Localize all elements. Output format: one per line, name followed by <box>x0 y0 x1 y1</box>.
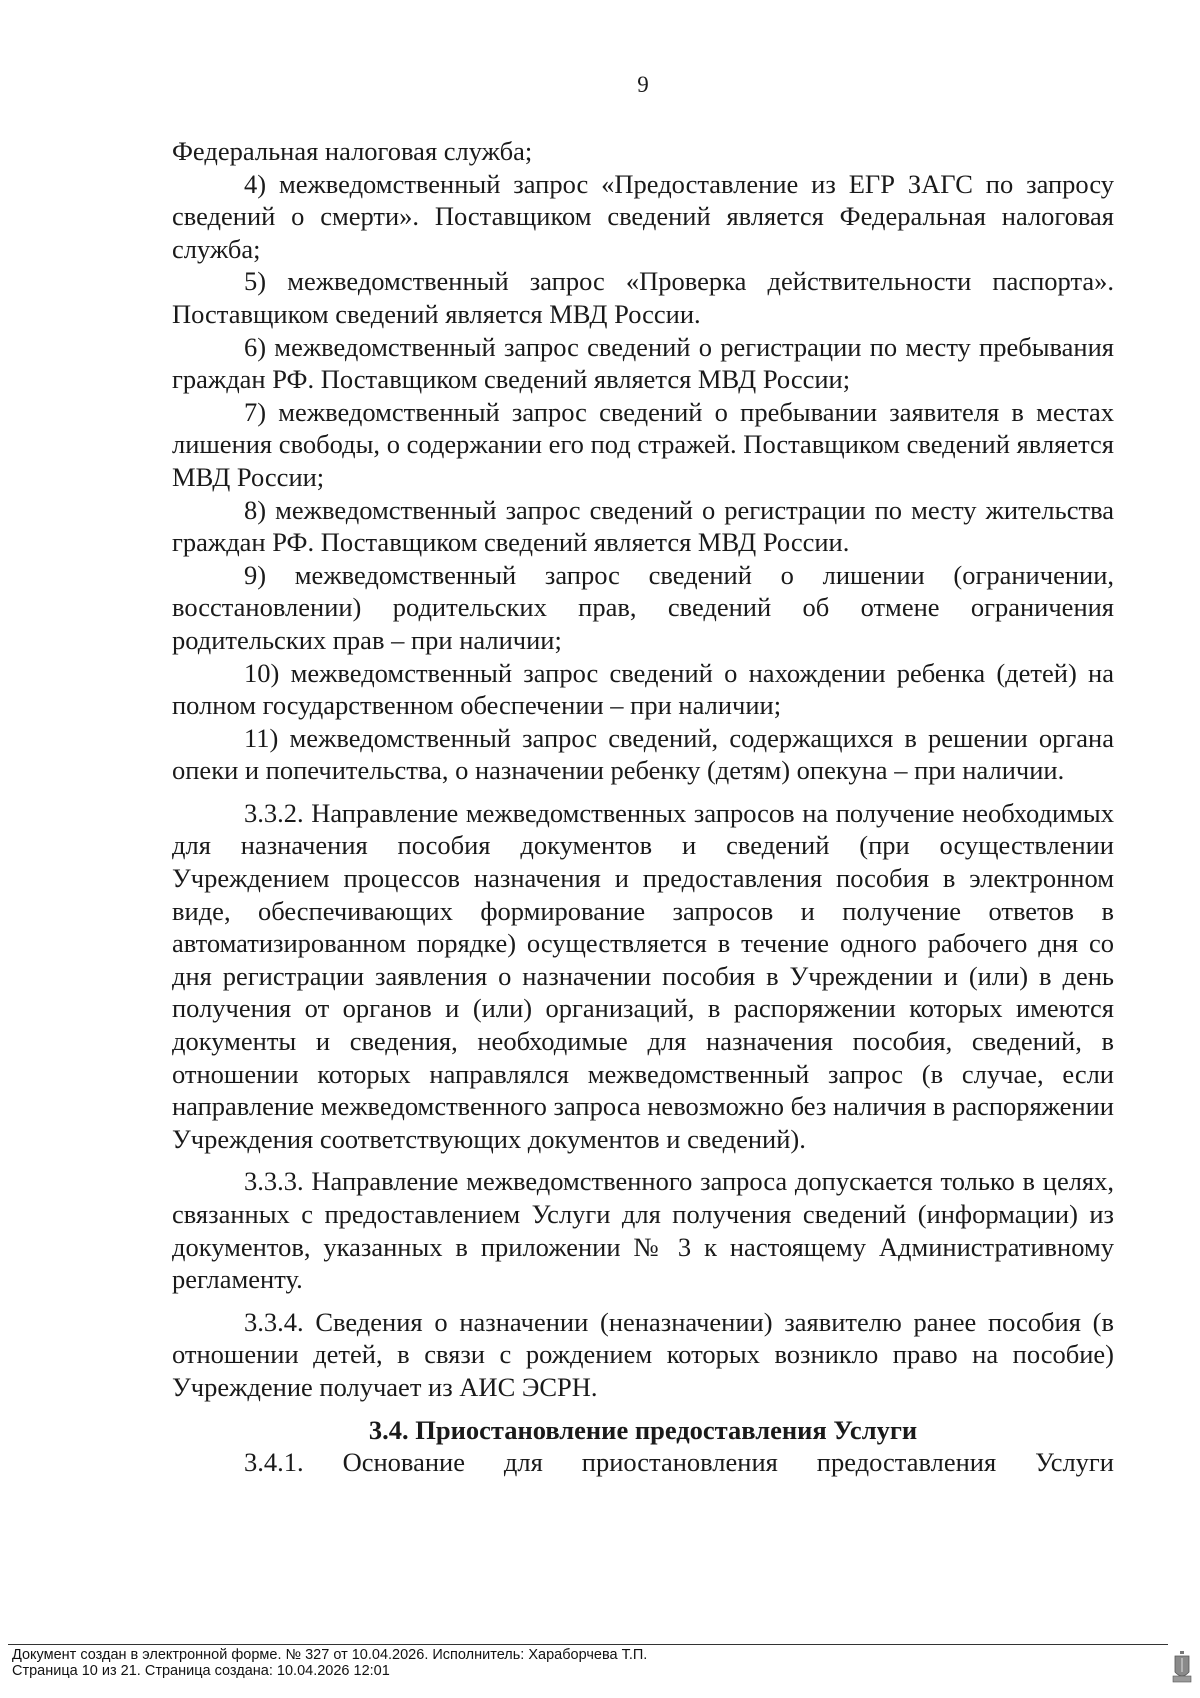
paragraph-10: 3.3.3. Направление межведомственного запроса допускается только в целях, связанных с предоставлением Услуги для получения сведений (информации) из документов, указанных в приложении № 3 к настоящему Административному регламенту. <box>172 1166 1114 1295</box>
footer-line-1: Документ создан в электронной форме. № 327 от 10.04.2026. Исполнитель: Хараборчева Т.П. <box>12 1647 648 1663</box>
paragraph-3: 6) межведомственный запрос сведений о регистрации по месту пребывания граждан РФ. Поставщиком сведений является МВД России; <box>172 331 1114 395</box>
document-footer <box>12 1647 647 1679</box>
page-number: 9 <box>637 72 649 97</box>
paragraph-9: 3.3.2. Направление межведомственных запросов на получение необходимых для назначения пособия документов и сведений (при осуществлении Учреждением процессов назначения и предоставления пособия в электронном виде, обеспечивающих формирование запросов и получение ответов в автоматизированном порядке) осуществляется в течение одного рабочего дня со дня регистрации заявления о назначении пособия в Учреждении и (или) в день получения от органов и (или) организаций, в распоряжении которых имеются документы и сведения, необходимые для назначения пособия, сведений, в отношении которых направлялся межведомственный запрос (в случае, если направление межведомственного запроса невозможно без наличия в распоряжении Учреждения соответствующих документов и сведений). <box>172 797 1114 1154</box>
paragraph-0: Федеральная налоговая служба; <box>172 136 533 166</box>
paragraph-7: 10) межведомственный запрос сведений о нахождении ребенка (детей) на полном государственном обеспечении – при наличии; <box>172 657 1114 721</box>
section-heading: 3.4. Приостановление предоставления Услуги <box>368 1414 918 1445</box>
paragraph-last: 3.4.1. Основание для приостановления предоставления Услуги <box>244 1447 1114 1478</box>
paragraph-4: 7) межведомственный запрос сведений о пребывании заявителя в местах лишения свободы, о содержании его под стражей. Поставщиком сведений является МВД России; <box>172 396 1114 492</box>
footer-divider <box>8 1644 1168 1645</box>
paragraph-6: 9) межведомственный запрос сведений о лишении (ограничении, восстановлении) родительских прав, сведений об отмене ограничения родительских прав – при наличии; <box>172 559 1114 655</box>
coat-of-arms-icon <box>1172 1650 1192 1684</box>
paragraph-8: 11) межведомственный запрос сведений, содержащихся в решении органа опеки и попечительства, о назначении ребенку (детям) опекуна – при наличии. <box>172 722 1114 786</box>
paragraph-5: 8) межведомственный запрос сведений о регистрации по месту жительства граждан РФ. Поставщиком сведений является МВД России. <box>172 494 1114 558</box>
paragraph-1: 4) межведомственный запрос «Предоставление из ЕГР ЗАГС по запросу сведений о смерти». Поставщиком сведений является Федеральная налоговая служба; <box>172 168 1114 264</box>
paragraph-11: 3.3.4. Сведения о назначении (неназначении) заявителю ранее пособия (в отношении детей, в связи с рождением которых возникло право на пособие) Учреждение получает из АИС ЭСРН. <box>172 1306 1114 1402</box>
document-body <box>172 135 1114 1479</box>
footer-line-2: Страница 10 из 21. Страница создана: 10.04.2026 12:01 <box>12 1663 390 1679</box>
paragraph-2: 5) межведомственный запрос «Проверка действительности паспорта». Поставщиком сведений является МВД России. <box>172 266 1114 329</box>
